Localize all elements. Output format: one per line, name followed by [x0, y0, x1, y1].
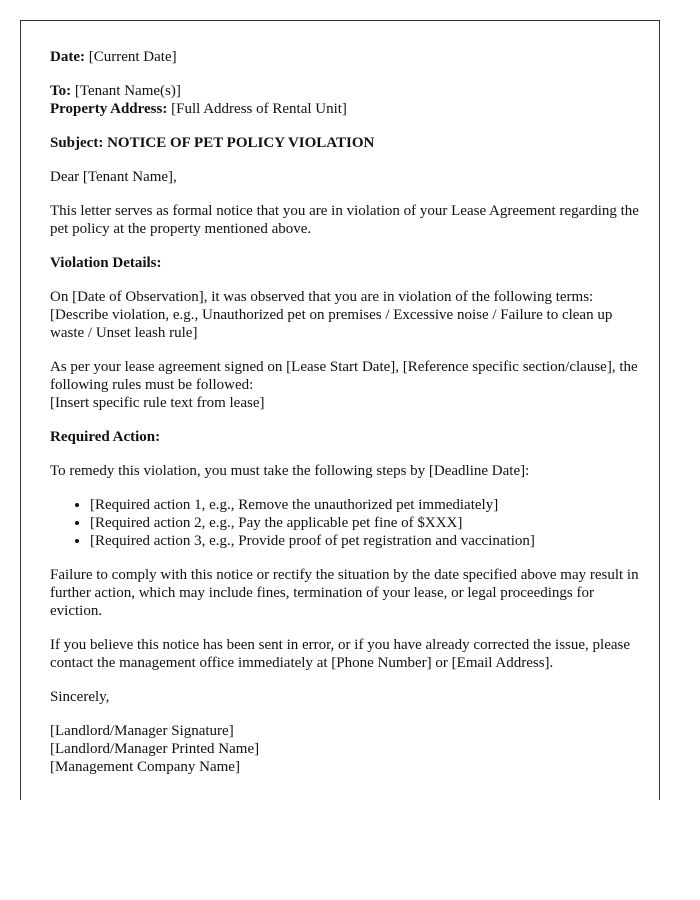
letter-body [50, 48, 640, 792]
company-line: [Management Company Name] [50, 759, 240, 775]
to-value: [Tenant Name(s)] [71, 83, 181, 99]
signature-line: [Landlord/Manager Signature] [50, 723, 234, 739]
address-value: [Full Address of Rental Unit] [167, 101, 347, 117]
action-heading: Required Action: [50, 429, 161, 445]
contact-paragraph: If you believe this notice has been sent in error, or if you have already corrected the issue, please contact the management office immediately at [Phone Number] or [Email Address]. [50, 637, 631, 671]
salutation: Dear [Tenant Name], [50, 169, 177, 185]
date-line [50, 48, 640, 66]
subject-label: Subject: [50, 135, 104, 151]
recipient-block [50, 82, 640, 118]
violation-heading: Violation Details: [50, 255, 162, 271]
closing: Sincerely, [50, 689, 110, 705]
to-label: To: [50, 83, 72, 99]
action-item: • [Required action 3, e.g., Provide proof of pet registration and vaccination] [90, 532, 640, 550]
address-label: Property Address: [50, 101, 168, 117]
letter-page [20, 20, 660, 800]
lease-reference-text: As per your lease agreement signed on [Lease Start Date], [Reference specific section/clause], the following rules must be followed: [50, 359, 638, 393]
violation-paragraph: On [Date of Observation], it was observed that you are in violation of the following terms: [Describe violation, e.g., Unauthorized pet on premises / Excessive noise / Failure to clean up waste / Unset leash rule] [50, 289, 613, 341]
printed-name-line: [Landlord/Manager Printed Name] [50, 741, 260, 757]
lease-rule-text: [Insert specific rule text from lease] [50, 395, 265, 411]
intro-paragraph: This letter serves as formal notice that you are in violation of your Lease Agreement regarding the pet policy at the property mentioned above. [50, 203, 639, 237]
signature-block [50, 722, 640, 776]
action-item: • [Required action 1, e.g., Remove the unauthorized pet immediately] [90, 496, 640, 514]
to-line [50, 82, 640, 100]
consequence-paragraph: Failure to comply with this notice or rectify the situation by the date specified above may result in further action, which may include fines, termination of your lease, or legal proceedings for eviction. [50, 567, 639, 619]
action-list [50, 496, 640, 550]
subject-line [50, 134, 640, 152]
lease-reference-block [50, 358, 640, 412]
date-label: Date: [50, 49, 85, 65]
subject-value: NOTICE OF PET POLICY VIOLATION [103, 135, 375, 151]
date-value: [Current Date] [84, 49, 177, 65]
address-line [50, 100, 640, 118]
action-item: • [Required action 2, e.g., Pay the applicable pet fine of $XXX] [90, 514, 640, 532]
action-intro: To remedy this violation, you must take the following steps by [Deadline Date]: [50, 463, 530, 479]
